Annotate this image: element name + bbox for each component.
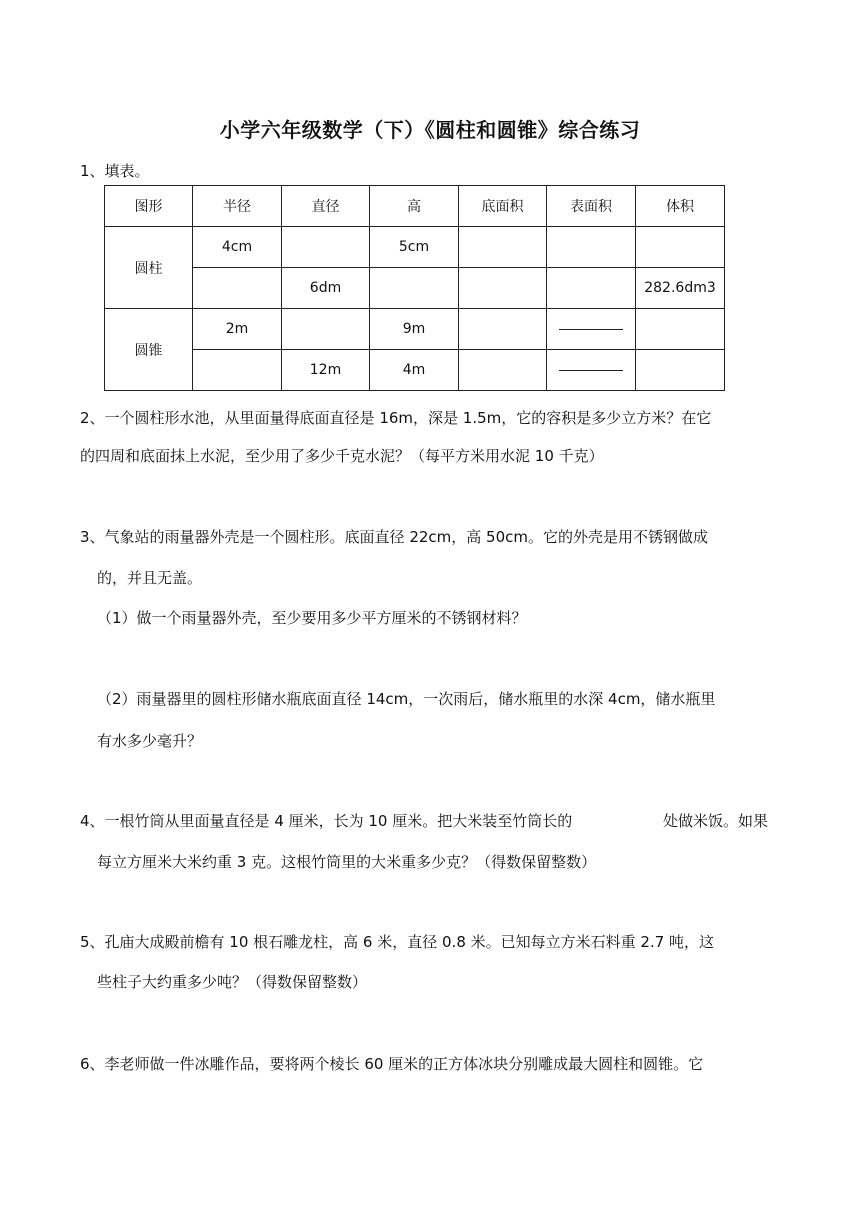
header-volume: 体积	[636, 186, 725, 227]
cell-volume: 282.6dm3	[636, 268, 725, 309]
cell-diameter	[282, 309, 370, 350]
cell-diameter	[282, 227, 370, 268]
header-height: 高	[370, 186, 459, 227]
question-2-line-1: 2、一个圆柱形水池，从里面量得底面直径是 16m，深是 1.5m，它的容积是多少立方米？在它	[80, 409, 712, 427]
cell-diameter: 12m	[282, 350, 370, 391]
row-label-cylinder: 圆柱	[105, 227, 193, 309]
cell-height: 9m	[370, 309, 459, 350]
question-2-line-2: 的四周和底面抹上水泥，至少用了多少千克水泥？（每平方米用水泥 10 千克）	[80, 447, 604, 465]
question-3-sub-1: （1）做一个雨量器外壳，至少要用多少平方厘米的不锈钢材料？	[97, 609, 527, 627]
cell-height	[370, 268, 459, 309]
cell-base-area	[459, 268, 547, 309]
cell-volume	[636, 350, 725, 391]
cell-base-area	[459, 227, 547, 268]
cell-surface-area	[547, 268, 636, 309]
fill-in-table	[104, 185, 725, 391]
table-row	[105, 227, 725, 268]
table-header-row	[105, 186, 725, 227]
cell-height: 5cm	[370, 227, 459, 268]
table-row	[105, 350, 725, 391]
cell-volume	[636, 227, 725, 268]
page-title: 小学六年级数学（下）《圆柱和圆锥》综合练习	[219, 118, 641, 142]
cell-surface-area	[547, 227, 636, 268]
cell-radius	[193, 350, 282, 391]
question-3-sub-2-line-2: 有水多少毫升？	[97, 732, 203, 750]
question-4-line-1-a: 4、一根竹筒从里面量直径是 4 厘米，长为 10 厘米。把大米装至竹筒长的	[80, 812, 573, 830]
table-row	[105, 268, 725, 309]
header-diameter: 直径	[282, 186, 370, 227]
question-3-line-2: 的，并且无盖。	[97, 569, 203, 587]
row-label-cone: 圆锥	[105, 309, 193, 391]
question-5-line-1: 5、孔庙大成殿前檐有 10 根石雕龙柱，高 6 米，直径 0.8 米。已知每立方米石料重 2.7 吨，这	[80, 933, 715, 951]
cell-radius: 4cm	[193, 227, 282, 268]
cell-surface-area-struck	[547, 309, 636, 350]
question-6-line-1: 6、李老师做一件冰雕作品，要将两个棱长 60 厘米的正方体冰块分别雕成最大圆柱和圆锥。它	[80, 1055, 704, 1073]
question-1-label: 1、填表。	[80, 162, 150, 180]
cell-radius	[193, 268, 282, 309]
question-4-line-1-b: 处做米饭。如果	[663, 812, 769, 830]
cell-height: 4m	[370, 350, 459, 391]
header-base-area: 底面积	[459, 186, 547, 227]
header-shape: 图形	[105, 186, 193, 227]
cell-radius: 2m	[193, 309, 282, 350]
strike-line	[559, 329, 623, 330]
cell-diameter: 6dm	[282, 268, 370, 309]
cell-volume	[636, 309, 725, 350]
question-5-line-2: 些柱子大约重多少吨？（得数保留整数）	[97, 973, 368, 991]
cell-base-area	[459, 350, 547, 391]
question-4-line-2: 每立方厘米大米约重 3 克。这根竹筒里的大米重多少克？（得数保留整数）	[97, 853, 597, 871]
strike-line	[559, 370, 623, 371]
header-surface-area: 表面积	[547, 186, 636, 227]
cell-surface-area-struck	[547, 350, 636, 391]
question-3-line-1: 3、气象站的雨量器外壳是一个圆柱形。底面直径 22cm，高 50cm。它的外壳是用不锈钢做成	[80, 528, 708, 546]
table-row	[105, 309, 725, 350]
header-radius: 半径	[193, 186, 282, 227]
cell-base-area	[459, 309, 547, 350]
question-3-sub-2-line-1: （2）雨量器里的圆柱形储水瓶底面直径 14cm，一次雨后，储水瓶里的水深 4cm，储水瓶里	[97, 690, 716, 708]
